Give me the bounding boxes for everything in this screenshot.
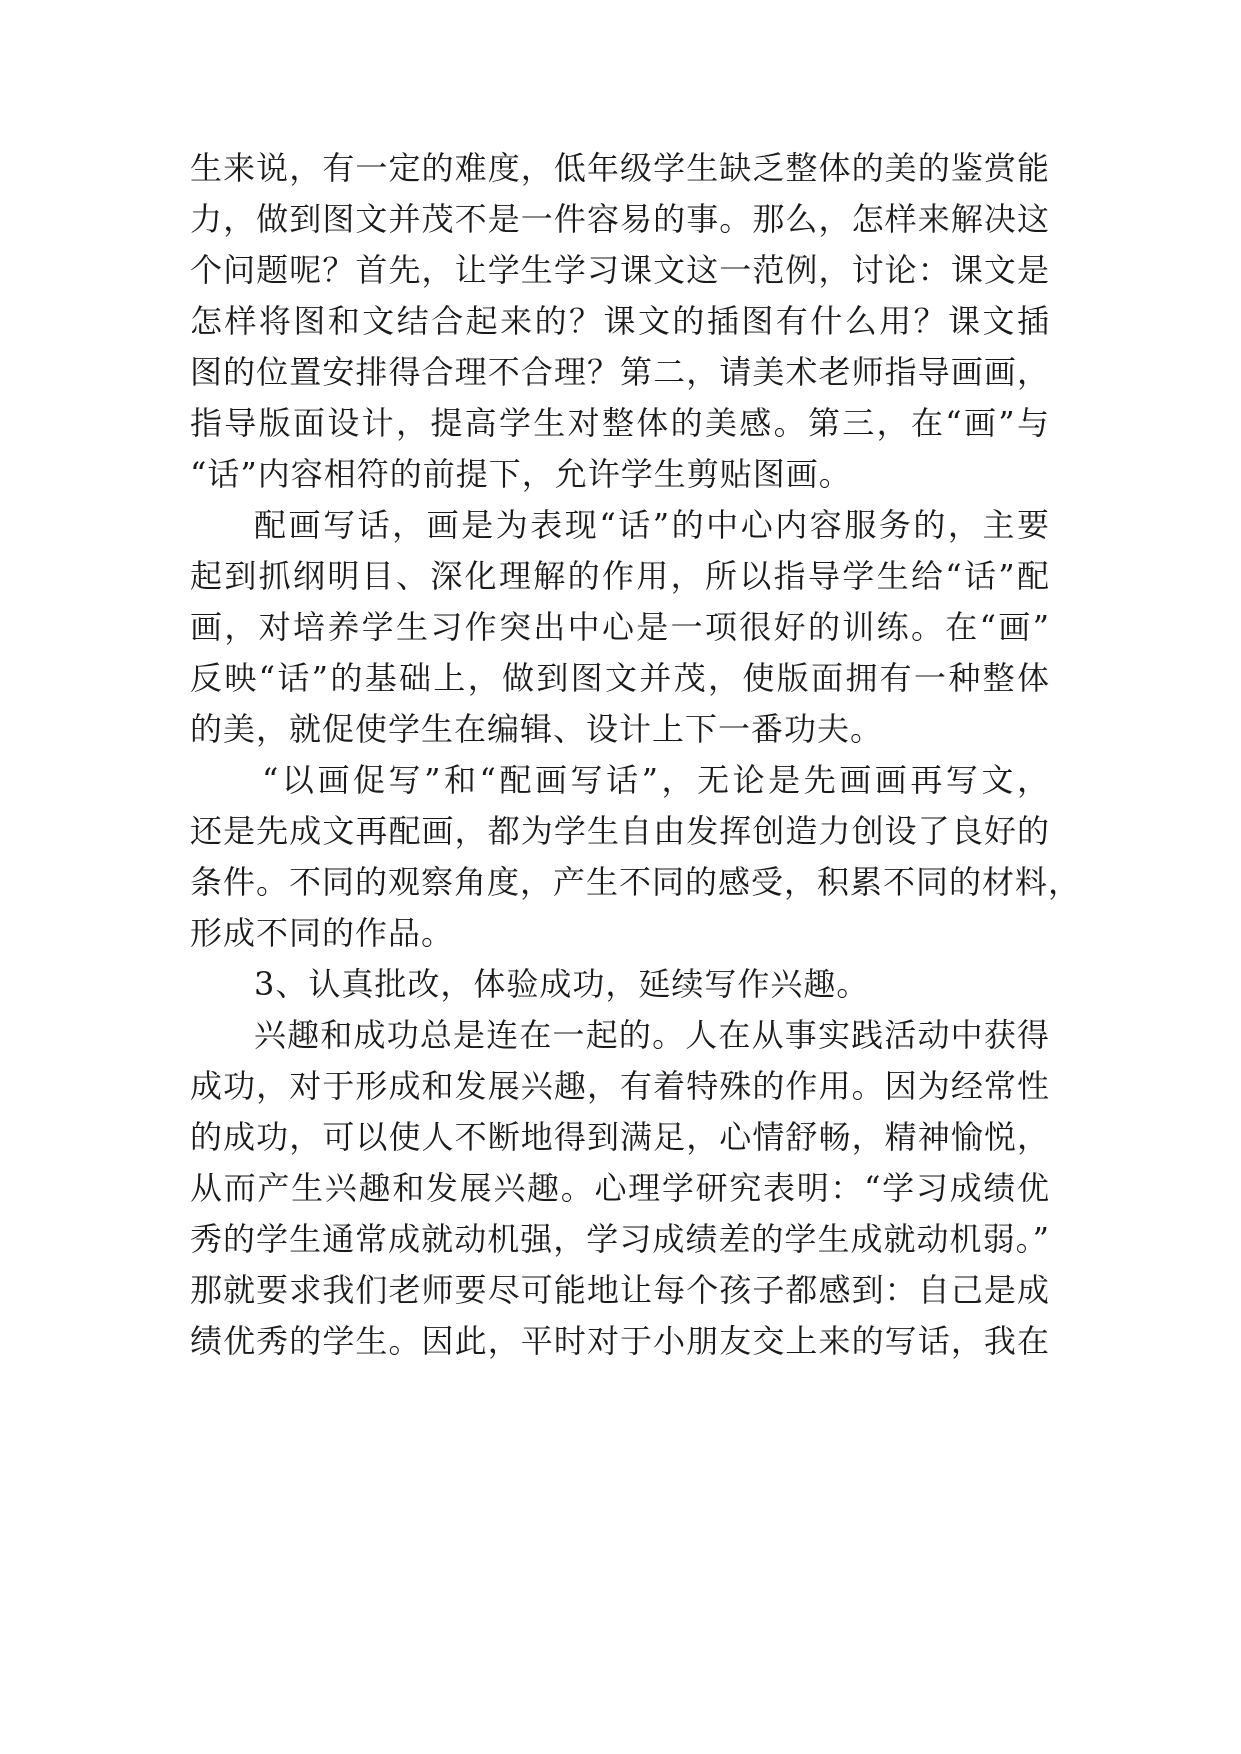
paragraph-first-line: 配画写话，画是为表现“话”的中心内容服务的，主要	[254, 506, 1050, 544]
text-line: 还是先成文再配画，都为学生自由发挥创造力创设了良好的	[190, 812, 1050, 850]
text-line: 秀的学生通常成就动机强，学习成绩差的学生成就动机弱。”	[190, 1220, 1050, 1258]
text-line: 起到抓纲明目、深化理解的作用，所以指导学生给“话”配	[190, 557, 1050, 595]
text-line: 个问题呢？首先，让学生学习课文这一范例，讨论：课文是	[190, 251, 1050, 289]
text-line: 的美，就促使学生在编辑、设计上下一番功夫。	[190, 710, 884, 748]
text-line: 的成功，可以使人不断地得到满足，心情舒畅，精神愉悦，	[190, 1118, 1050, 1156]
text-line: 生来说，有一定的难度，低年级学生缺乏整体的美的鉴赏能	[190, 149, 1050, 187]
text-line: 画，对培养学生习作突出中心是一项很好的训练。在“画”	[190, 608, 1050, 646]
text-line: 那就要求我们老师要尽可能地让每个孩子都感到：自己是成	[190, 1271, 1050, 1309]
text-line: 怎样将图和文结合起来的？课文的插图有什么用？课文插	[190, 302, 1050, 340]
text-line: 从而产生兴趣和发展兴趣。心理学研究表明：“学习成绩优	[190, 1169, 1050, 1207]
text-line: 条件。不同的观察角度，产生不同的感受，积累不同的材料，	[190, 863, 1082, 901]
text-line: “话”内容相符的前提下，允许学生剪贴图画。	[190, 455, 852, 493]
text-line: 形成不同的作品。	[190, 914, 455, 952]
text-line: 力，做到图文并茂不是一件容易的事。那么，怎样来解决这	[190, 200, 1050, 238]
text-line: 绩优秀的学生。因此，平时对于小朋友交上来的写话，我在	[190, 1322, 1050, 1360]
text-line: 成功，对于形成和发展兴趣，有着特殊的作用。因为经常性	[190, 1067, 1050, 1105]
text-line: 图的位置安排得合理不合理？第二，请美术老师指导画画，	[190, 353, 1050, 391]
paragraph-first-line: “以画促写”和“配画写话”，无论是先画画再写文，	[262, 761, 1050, 799]
text-line: 反映“话”的基础上，做到图文并茂，使版面拥有一种整体	[190, 659, 1050, 697]
section-heading: 3、认真批改，体验成功，延续写作兴趣。	[254, 965, 870, 1003]
paragraph-first-line: 兴趣和成功总是连在一起的。人在从事实践活动中获得	[254, 1016, 1050, 1054]
text-line: 指导版面设计，提高学生对整体的美感。第三，在“画”与	[190, 404, 1050, 442]
